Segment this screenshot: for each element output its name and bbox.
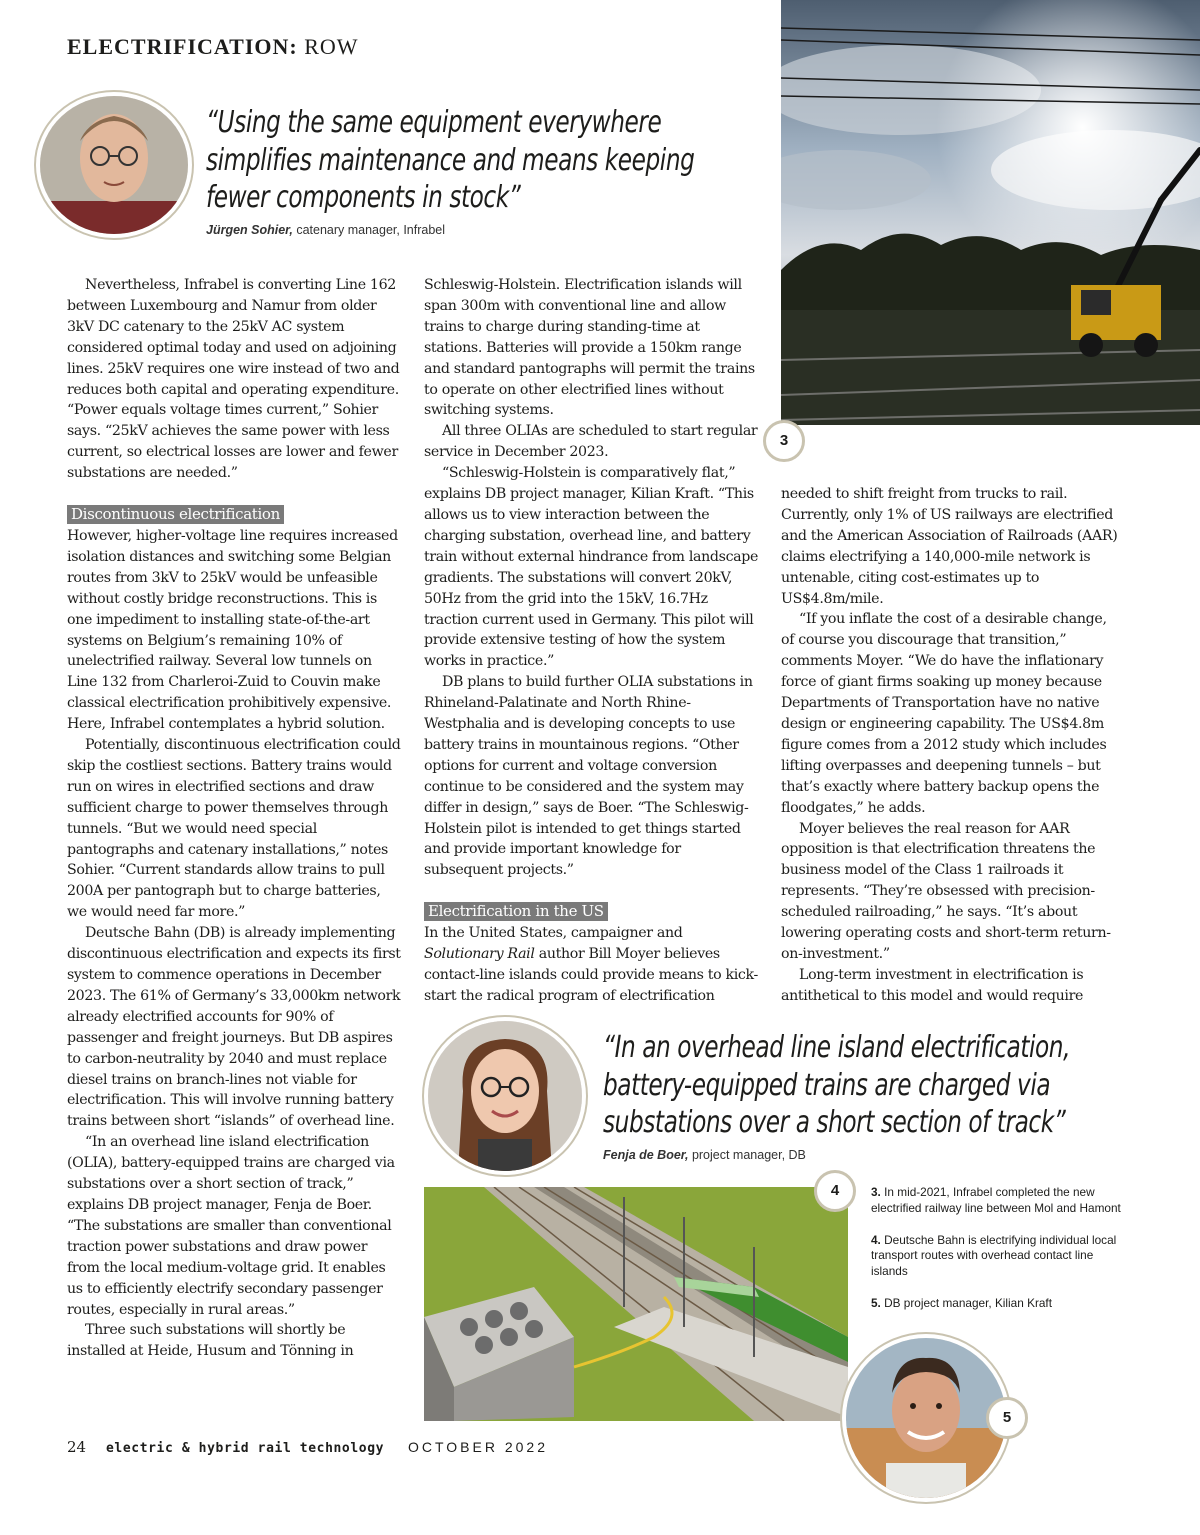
- portrait-jurgen-sohier: [40, 96, 188, 234]
- col1-paragraph-6: Three such substations will shortly be installed at Heide, Husum and Tönning in: [67, 1322, 354, 1360]
- article-column-2: [424, 275, 760, 1007]
- figure-number-5: 5: [986, 1397, 1028, 1439]
- quote-1-line-2: simplifies maintenance and means keeping: [206, 142, 695, 178]
- caption-3: 3. In mid-2021, Infrabel completed the new electrified railway line between Mol and Hamont: [871, 1185, 1121, 1215]
- article-column-1: [67, 275, 403, 1362]
- quote-2-line-3: substations over a short section of track”: [603, 1105, 1066, 1140]
- quote-1-line-3: fewer components in stock”: [206, 180, 521, 215]
- quote-1-line-1: “Using the same equipment everywhere: [206, 105, 662, 140]
- publication-name: electric & hybrid rail technology: [105, 1441, 385, 1456]
- col2-paragraph-5: In the United States, campaigner and Solutionary Rail author Bill Moyer believes contact-line islands could provide means to kick-start the radical program of electrification: [424, 925, 758, 1004]
- col3-paragraph-2: “If you inflate the cost of a desirable change, of course you discourage that transition,” comments Moyer. “We do have the inflationary force of giant firms soaking up money because Departments of Transportation have no native design or engineering capability. The US$4.8m figure comes from a 2012 study which includes lifting overpasses and deepening tunnels – but that’s exactly where battery backup opens the floodgates,” he adds.: [781, 611, 1107, 816]
- figure-captions: [871, 1185, 1131, 1328]
- figure-number-3: 3: [763, 420, 805, 462]
- page-footer: [67, 1438, 548, 1456]
- portrait-fenja-de-boer: [428, 1021, 582, 1171]
- caption-4: 4. Deutsche Bahn is electrifying individual local transport routes with overhead contact line islands: [871, 1232, 1117, 1279]
- article-column-3: [781, 484, 1121, 1007]
- col3-paragraph-3: Moyer believes the real reason for AAR opposition is that electrification threatens the business model of the Class 1 railroads it represents. “They’re obsessed with precision-scheduled railroading,” he says. “It’s about lowering operating costs and short-term return-on-investment.”: [781, 820, 1111, 962]
- subhead-discontinuous-electrification: Discontinuous electrification: [67, 505, 284, 524]
- issue-date: OCTOBER 2022: [407, 1439, 548, 1455]
- col1-paragraph-5: “In an overhead line island electrification (OLIA), battery-equipped trains are charged via substations over a short section of track,” explains DB project manager, Fenja de Boer. “The substations are smaller than conventional traction power substations and draw power from the local medium-voltage grid. It enables us to efficiently electrify secondary passenger routes, especially in rural areas.”: [67, 1134, 395, 1318]
- col2-paragraph-4: DB plans to build further OLIA substations in Rhineland-Palatinate and North Rhine-Westphalia and is developing concepts to use battery trains in mountainous regions. “Other options for current and voltage conversion continue to be considered and the system may differ in design,” says de Boer. “The Schleswig-Holstein pilot is intended to get things started and provide important knowledge for subsequent projects.”: [424, 674, 753, 879]
- pull-quote-1: [206, 104, 776, 238]
- col2-paragraph-3: “Schleswig-Holstein is comparatively flat,” explains DB project manager, Kilian Kraft. “This allows us to view interaction between the charging substation, overhead line, and battery train without external hindrance from landscape gradients. The substations will convert 20kV, 50Hz from the grid into the 15kV, 16.7Hz traction current used in Germany. This pilot will provide extensive testing of how the system works in practice.”: [424, 465, 759, 670]
- quote-1-attribution: Jürgen Sohier, catenary manager, Infrabel: [206, 222, 446, 237]
- page-number: 24: [67, 1438, 87, 1456]
- col1-paragraph-3: Potentially, discontinuous electrification could skip the costliest sections. Battery trains would run on wires in electrified sections and draw sufficient charge to power themselves through tunnels. “But we would need special pantographs and catenary installations,” notes Sohier. “Current standards allow trains to pull 200A per pantograph but to charge batteries, we would need far more.”: [67, 737, 401, 921]
- col2-paragraph-2: All three OLIAs are scheduled to start regular service in December 2023.: [424, 423, 758, 461]
- col3-paragraph-1: needed to shift freight from trucks to rail. Currently, only 1% of US railways are electrified and the American Association of Railroads (AAR) claims electrifying a 140,000-mile network is untenable, citing cost-estimates up to US$4.8m/mile.: [781, 486, 1118, 607]
- subhead-electrification-in-the-us: Electrification in the US: [424, 902, 608, 921]
- col1-paragraph-2: However, higher-voltage line requires increased isolation distances and switching some Belgian routes from 3kV to 25kV would be unfeasible without costly bridge reconstructions. This is one impediment to installing state-of-the-art systems on Belgium’s remaining 10% of unelectrified railway. Several low tunnels on Line 132 from Charleroi-Zuid to Couvin make classical electrification prohibitively expensive. Here, Infrabel contemplates a hybrid solution.: [67, 527, 398, 733]
- col1-paragraph-4: Deutsche Bahn (DB) is already implementing discontinuous electrification and expects its first system to commence operations in December 2023. The 61% of Germany’s 33,000km network already electrified accounts for 90% of passenger and freight journeys. But DB aspires to carbon-neutrality by 2040 and must replace diesel trains on branch-lines not viable for electrification. This will involve running battery trains between short “islands” of overhead line.: [67, 925, 401, 1130]
- pull-quote-2: [603, 1029, 1183, 1163]
- figure-number-4: 4: [814, 1170, 856, 1212]
- portrait-kilian-kraft: [846, 1338, 1006, 1498]
- section-tag: ELECTRIFICATION: ROW: [67, 34, 359, 59]
- col1-paragraph-1: Nevertheless, Infrabel is converting Line 162 between Luxembourg and Namur from older 3kV DC catenary to the 25kV AC system considered optimal today and used on adjoining lines. 25kV requires one wire instead of two and reduces both capital and operating expenditure. “Power equals voltage times current,” Sohier says. “25kV achieves the same power with less current, so electrical losses are lower and fewer substations are needed.”: [67, 277, 400, 482]
- catenary-work-photo: [781, 0, 1200, 425]
- col2-paragraph-1: Schleswig-Holstein. Electrification islands will span 300m with conventional line and allow trains to charge during standing-time at stations. Batteries will provide a 150km range and standard pantographs will permit the trains to operate on other electrified lines without switching systems.: [424, 277, 755, 419]
- quote-2-line-1: “In an overhead line island electrification,: [603, 1030, 1071, 1065]
- caption-5: 5. DB project manager, Kilian Kraft: [871, 1295, 1052, 1310]
- olia-rendering-image: [424, 1187, 848, 1421]
- quote-2-attribution: Fenja de Boer, project manager, DB: [603, 1147, 806, 1162]
- col3-paragraph-4: Long-term investment in electrification is antithetical to this model and would require: [781, 966, 1084, 1004]
- quote-2-line-2: battery-equipped trains are charged via: [603, 1067, 1051, 1103]
